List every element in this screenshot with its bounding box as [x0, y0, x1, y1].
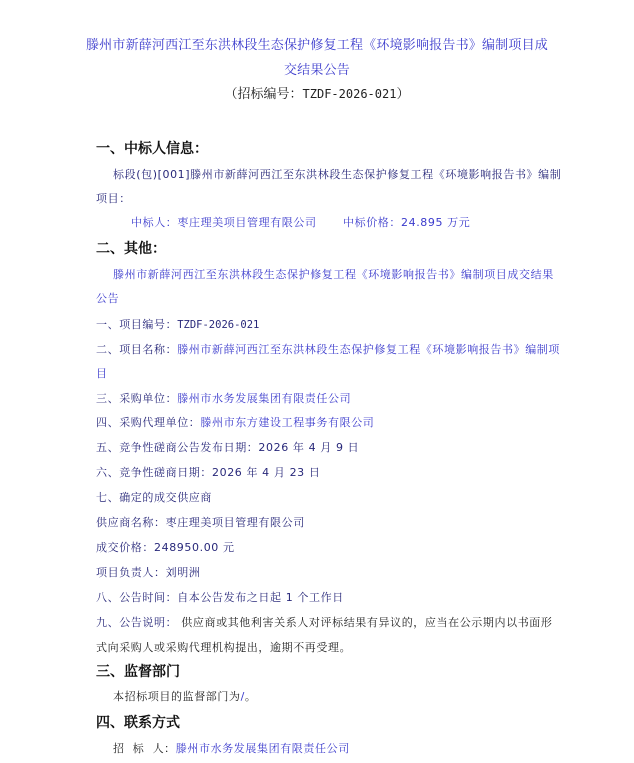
- project-name-row: [96, 341, 560, 357]
- purchaser-label: 三、采购单位：: [96, 392, 178, 405]
- winning-price-label: 中标价格：: [343, 216, 401, 229]
- supervision-text-prefix: 本招标项目的监督部门为: [113, 690, 241, 703]
- agency-label: 四、采购代理单位：: [96, 416, 201, 429]
- deal-price-value: 248950.00 元: [154, 541, 235, 554]
- negotiation-date-value: 2026 年 4 月 23 日: [212, 466, 321, 479]
- supplier-heading: 七、确定的成交供应商: [96, 491, 212, 504]
- purchaser-row: [96, 390, 351, 406]
- publish-date-label: 五、竞争性磋商公告发布日期：: [96, 441, 259, 454]
- deal-price-row: [96, 539, 235, 555]
- project-name-value: 滕州市新薛河西江至东洪林段生态保护修复工程《环境影响报告书》编制项: [177, 343, 561, 356]
- supplier-name-value: 枣庄理美项目管理有限公司: [165, 516, 305, 529]
- winner-value: 枣庄理美项目管理有限公司: [177, 216, 317, 229]
- lot-description-line-2: 项目：: [96, 192, 131, 205]
- project-name-value-continued: 目: [96, 367, 108, 380]
- notice-description-continued: 式向采购人或采购代理机构提出，逾期不再受理。: [96, 641, 352, 654]
- supervision-text-suffix: 。: [244, 690, 257, 703]
- notice-time-label: 八、公告时间：: [96, 591, 178, 604]
- tender-number-code: TZDF-2026-021: [302, 87, 397, 101]
- section-heading-supervision: 三、监督部门: [96, 664, 180, 680]
- notice-description-label: 九、公告说明：: [96, 616, 178, 629]
- project-number-label: 一、项目编号：: [96, 318, 178, 331]
- publish-date-row: [96, 439, 359, 455]
- notice-time-row: [96, 589, 344, 605]
- other-intro-line-1: 滕州市新薛河西江至东洪林段生态保护修复工程《环境影响报告书》编制项目成交结果: [113, 268, 554, 281]
- project-number-value: TZDF-2026-021: [177, 319, 260, 331]
- tenderer-row: [113, 740, 350, 756]
- lot-description-line-1: 标段(包)[001]滕州市新薛河西江至东洪林段生态保护修复工程《环境影响报告书》编制: [113, 168, 562, 181]
- section-heading-winner-info: 一、中标人信息：: [96, 141, 208, 157]
- project-manager-value: 刘明洲: [165, 566, 201, 579]
- agency-value: 滕州市东方建设工程事务有限公司: [200, 416, 375, 429]
- supervision-text: [113, 688, 257, 704]
- winning-price-row: [343, 214, 470, 230]
- supervision-department: /: [240, 690, 245, 703]
- project-number-row: [96, 316, 259, 332]
- project-manager-row: [96, 564, 200, 580]
- other-intro-line-2: 公告: [96, 292, 120, 305]
- project-name-label: 二、项目名称：: [96, 343, 178, 356]
- tender-number: [0, 83, 634, 102]
- negotiation-date-row: [96, 464, 320, 480]
- tender-number-suffix: ）: [396, 87, 410, 102]
- agency-row: [96, 414, 374, 430]
- publish-date-value: 2026 年 4 月 9 日: [258, 441, 360, 454]
- purchaser-value: 滕州市水务发展集团有限责任公司: [177, 392, 352, 405]
- notice-description-row: [96, 614, 553, 630]
- section-heading-contact: 四、联系方式: [96, 715, 180, 731]
- document-title-line-1: 滕州市新薛河西江至东洪林段生态保护修复工程《环境影响报告书》编制项目成: [85, 38, 548, 53]
- supplier-name-label: 供应商名称：: [96, 516, 166, 529]
- tenderer-label: 招 标 人：: [113, 742, 176, 755]
- winner-row: [131, 214, 317, 230]
- tender-number-prefix: （招标编号：: [224, 87, 303, 102]
- negotiation-date-label: 六、竞争性磋商日期：: [96, 466, 212, 479]
- supplier-name-row: [96, 514, 305, 530]
- tenderer-value: 滕州市水务发展集团有限责任公司: [175, 742, 350, 755]
- deal-price-label: 成交价格：: [96, 541, 154, 554]
- notice-time-value: 自本公告发布之日起 1 个工作日: [177, 591, 344, 604]
- document-title-line-2: 交结果公告: [283, 63, 350, 78]
- winner-label: 中标人：: [131, 216, 178, 229]
- winning-price-value: 24.895 万元: [401, 216, 471, 229]
- notice-description-text: 供应商或其他利害关系人对评标结果有异议的，应当在公示期内以书面形: [177, 616, 553, 629]
- section-heading-other: 二、其他：: [96, 241, 166, 257]
- project-manager-label: 项目负责人：: [96, 566, 166, 579]
